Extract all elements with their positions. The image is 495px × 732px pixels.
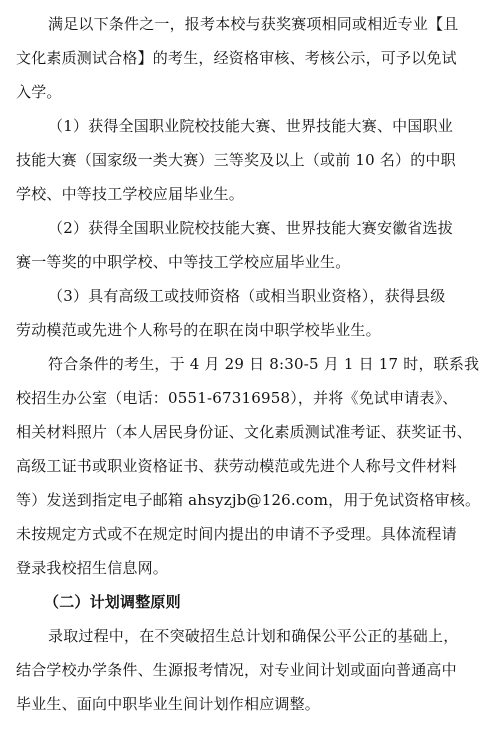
paragraph-line: 高级工证书或职业资格证书、获劳动模范或先进个人称号文件材料 <box>16 457 457 475</box>
paragraph-line: 满足以下条件之一，报考本校与获奖赛项相同或相近专业【且 <box>48 15 459 33</box>
paragraph-line: 校招生办公室（电话：0551-67316958），并将《免试申请表》、 <box>16 389 458 407</box>
paragraph-line: （1）获得全国职业院校技能大赛、世界技能大赛、中国职业 <box>48 117 453 135</box>
paragraph-line: 录取过程中，在不突破招生总计划和确保公平公正的基础上， <box>48 627 459 645</box>
paragraph-line: 等）发送到指定电子邮箱 ahsyzjb@126.com，用于免试资格审核。 <box>16 491 481 509</box>
paragraph-line: 结合学校办学条件、生源报考情况，对专业间计划或面向普通高中 <box>16 661 457 679</box>
section-heading-plan-adjustment: （二）计划调整原则 <box>44 593 181 611</box>
paragraph-line: （3）具有高级工或技师资格（或相当职业资格），获得县级 <box>48 287 446 305</box>
paragraph-line: 毕业生、面向中职毕业生间计划作相应调整。 <box>16 695 321 713</box>
paragraph-line: 登录我校招生信息网。 <box>16 559 169 577</box>
paragraph-line: 劳动模范或先进个人称号的在职在岗中职学校毕业生。 <box>16 321 381 339</box>
paragraph-line: 赛一等奖的中职学校、中等技工学校应届毕业生。 <box>16 253 351 271</box>
paragraph-line: （2）获得全国职业院校技能大赛、世界技能大赛安徽省选拔 <box>48 219 453 237</box>
paragraph-line: 文化素质测试合格】的考生，经资格审核、考核公示，可予以免试 <box>16 49 457 67</box>
paragraph-line: 入学。 <box>16 83 62 101</box>
paragraph-line: 符合条件的考生，于 4 月 29 日 8:30-5 月 1 日 17 时，联系我 <box>48 355 480 373</box>
paragraph-line: 相关材料照片（本人居民身份证、文化素质测试准考证、获奖证书、 <box>16 423 473 441</box>
paragraph-line: 未按规定方式或不在规定时间内提出的申请不予受理。具体流程请 <box>16 525 457 543</box>
paragraph-line: 学校、中等技工学校应届毕业生。 <box>16 185 245 203</box>
paragraph-line: 技能大赛（国家级一类大赛）三等奖及以上（或前 10 名）的中职 <box>16 151 456 169</box>
